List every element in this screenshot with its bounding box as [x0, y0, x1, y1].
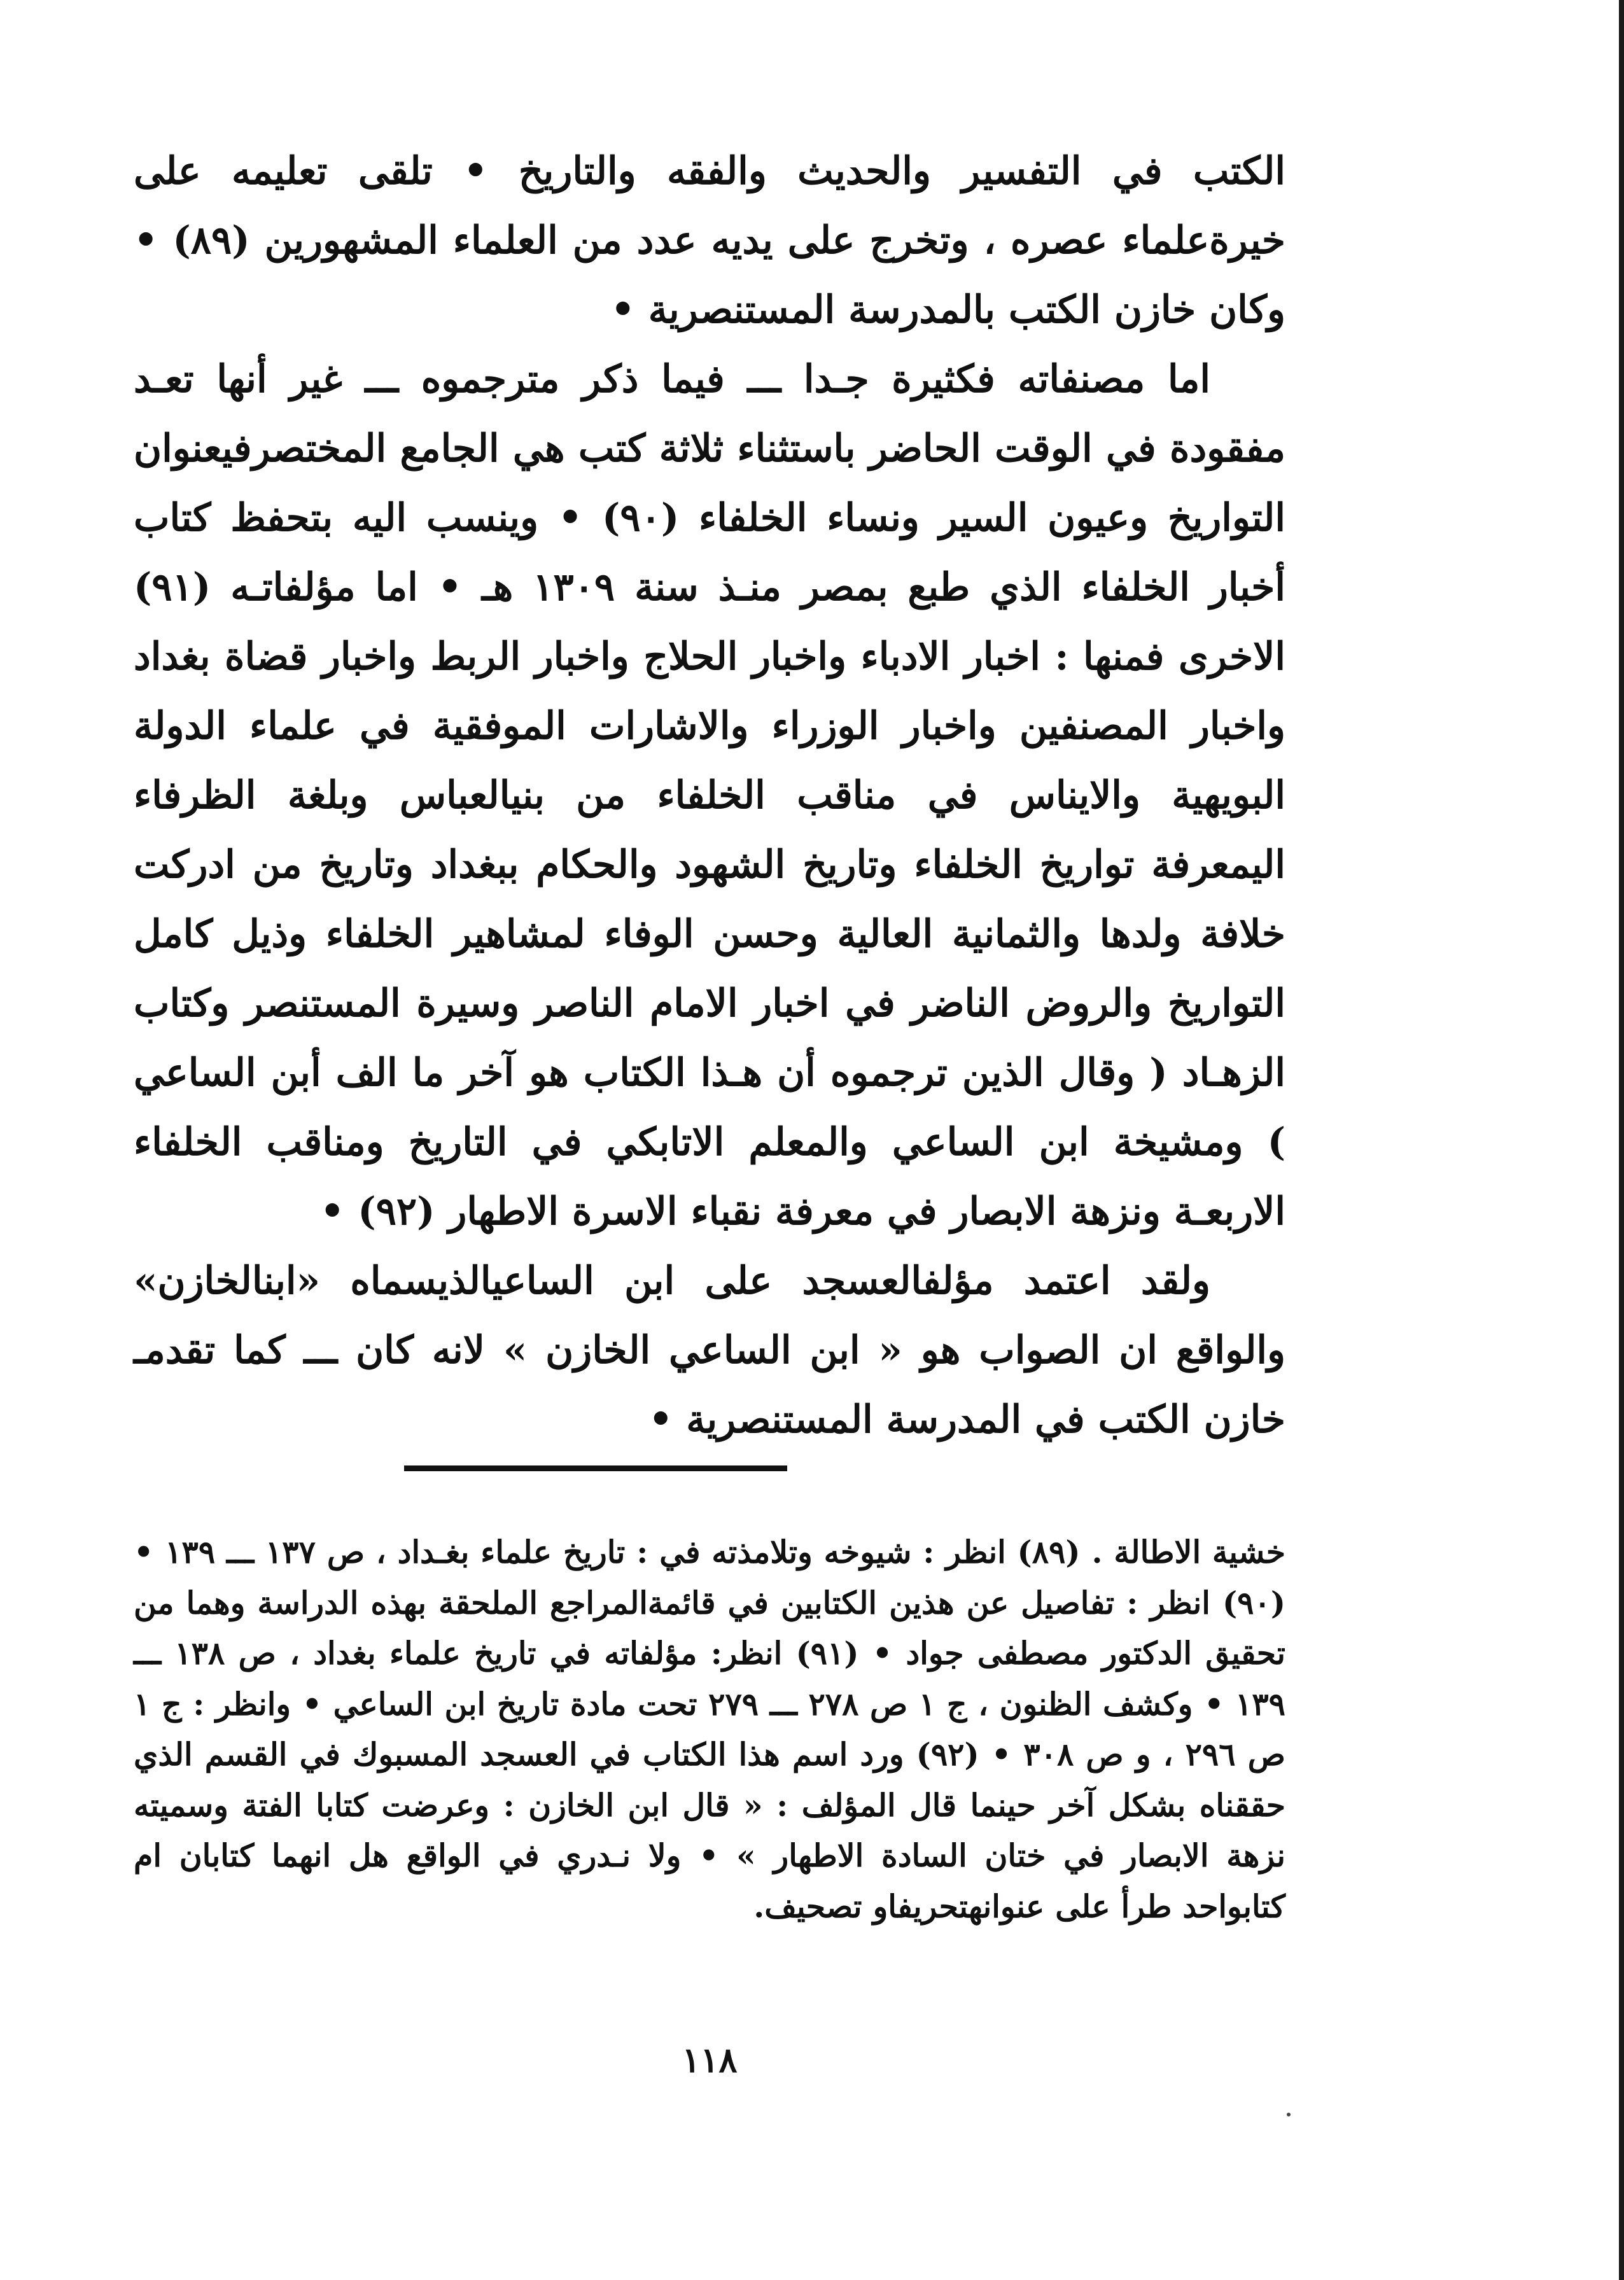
- main-text: [134, 137, 1285, 1455]
- page-number: ١١٨: [682, 2039, 738, 2080]
- paragraph: ولقد اعتمد مؤلفالعسجد على ابن الساعيالذيسماه «ابنالخازن» والواقع ان الصواب هو « ابن الساعي الخازن » لانه كان ـــ كما تقدمـ خازن الكتب في المدرسة المستنصرية •: [134, 1259, 1285, 1442]
- footnotes: خشية الاطالة . (٨٩) انظر : شيوخه وتلامذته في : تاريخ علماء بغـداد ، ص ١٣٧ ـــ ١٣٩ • (٩٠) انظر : تفاصيل عن هذين الكتابين في قائمةالمراجع الملحقة بهذه الدراسة وهما من تحقيق الدكتور مصطفى جواد • (٩١) انظر: مؤلفاته في تاريخ علماء بغداد ، ص ١٣٨ ـــ ١٣٩ • وكشف الظنون ، ج ١ ص ٢٧٨ ـــ ٢٧٩ تحت مادة تاريخ ابن الساعي • وانظر : ج ١ ص ٢٩٦ ، و ص ٣٠٨ • (٩٢) ورد اسم هذا الكتاب في العسجد المسبوك في القسم الذي حققناه بشكل آخر حينما قال المؤلف : « قال ابن الخازن : وعرضت كتابا الفتة وسميته نزهة الابصار في ختان السادة الاطهار » • ولا نـدري في الواقع هل انهما كتابان ام كتابواحد طرأ على عنوانهتحريفاو تصحيف.: [134, 1534, 1285, 1925]
- scan-edge-border: [1619, 0, 1624, 2280]
- document-page: [134, 137, 1285, 2046]
- scan-speck: [1287, 2113, 1291, 2116]
- paragraph: اما مصنفاته فكثيرة جـدا ـــ فيما ذكر مترجموه ـــ غير أنها تعـد مفقودة في الوقت الحاضر باستثناء ثلاثة كتب هي الجامع المختصرفيعنوان التواريخ وعيون السير ونساء الخلفاء (٩٠) • وينسب اليه بتحفظ كتاب أخبار الخلفاء الذي طبع بمصر منـذ سنة ١٣٠٩ هـ • اما مؤلفاتـه (٩١) الاخرى فمنها : اخبار الادباء واخبار الحلاج واخبار الربط واخبار قضاة بغداد واخبار المصنفين واخبار الوزراء والاشارات الموفقية في علماء الدولة البويهية والايناس في مناقب الخلفاء من بنيالعباس وبلغة الظرفاء اليمعرفة تواريخ الخلفاء وتاريخ الشهود والحكام ببغداد وتاريخ من ادركت خلافة ولدها والثمانية العالية وحسن الوفاء لمشاهير الخلفاء وذيل كامل التواريخ والروض الناضر في اخبار الامام الناصر وسيرة المستنصر وكتاب الزهـاد ( وقال الذين ترجموه أن هـذا الكتاب هو آخر ما الف أبن الساعي ) ومشيخة ابن الساعي والمعلم الاتابكي في التاريخ ومناقب الخلفاء الاربعـة ونزهة الابصار في معرفة نقباء الاسرة الاطهار (٩٢) •: [134, 357, 1285, 1234]
- paragraph: الكتب في التفسير والحديث والفقه والتاريخ • تلقى تعليمه على خيرةعلماء عصره ، وتخرج على يديه عدد من العلماء المشهورين (٨٩) • وكان خازن الكتب بالمدرسة المستنصرية •: [134, 149, 1285, 332]
